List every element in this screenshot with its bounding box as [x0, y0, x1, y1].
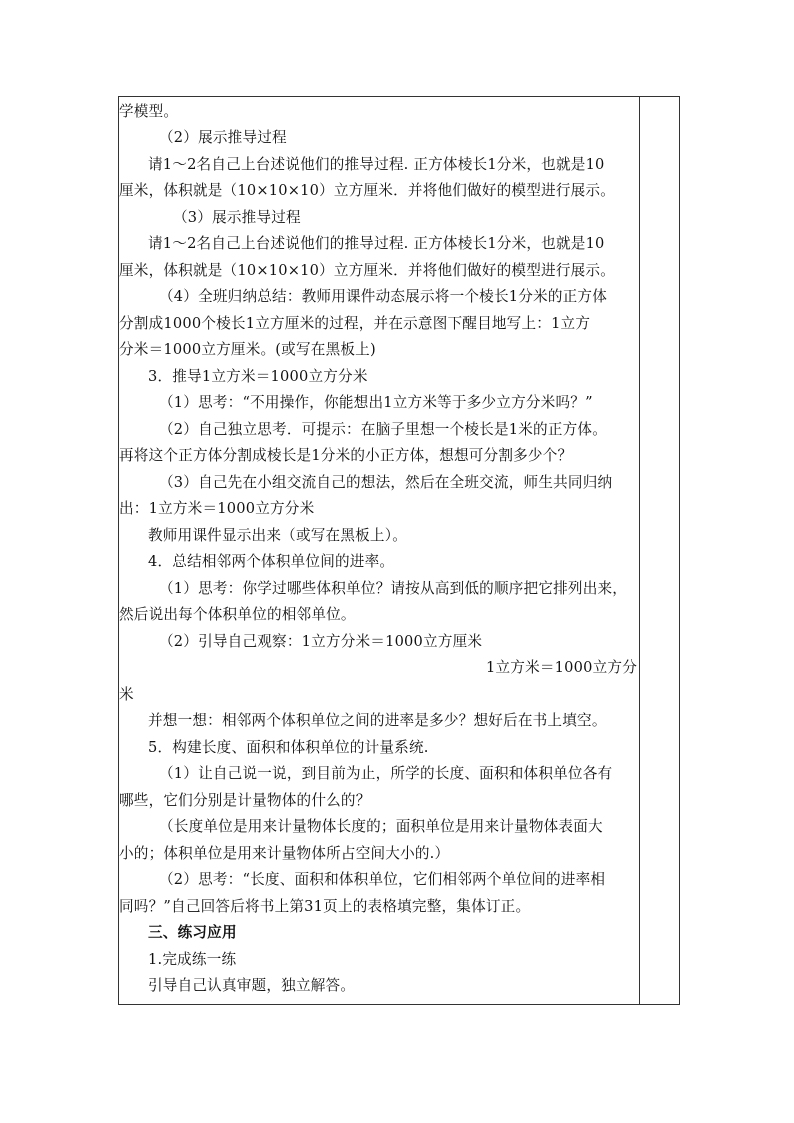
text-line: （1）思考：你学过哪些体积单位？请按从高到低的顺序把它排列出来，: [159, 580, 628, 597]
text-line: 引导自己认真审题，独立解答。: [148, 977, 356, 994]
text-line: 请1～2名自己上台述说他们的推导过程. 正方体棱长1分米，也就是10: [148, 156, 605, 173]
text-line: （2）展示推导过程: [159, 129, 287, 146]
text-line: 同吗？”自己回答后将书上第31页上的表格填完整，集体订正。: [119, 898, 531, 915]
text-line: 1立方米＝1000立方分: [486, 659, 637, 676]
text-line: （2）引导自己观察：1立方分米＝1000立方厘米: [159, 633, 483, 650]
text-line: 请1～2名自己上台述说他们的推导过程. 正方体棱长1分米，也就是10: [148, 235, 605, 252]
text-line: 教师用课件显示出来（或写在黑板上）。: [148, 527, 407, 544]
text-line: 小的；体积单位是用来计量物体所占空间大小的.）: [119, 845, 450, 862]
content-cell: [119, 97, 639, 1004]
text-line: 厘米，体积就是（10×10×10）立方厘米．并将他们做好的模型进行展示。: [119, 262, 615, 279]
text-line: 并想一想：相邻两个体积单位之间的进率是多少？想好后在书上填空。: [148, 712, 607, 729]
text-line: （1）让自己说一说，到目前为止，所学的长度、面积和体积单位各有: [159, 765, 613, 782]
text-line: 1.完成练一练: [148, 951, 237, 968]
text-line: （3）自己先在小组交流自己的想法，然后在全班交流，师生共同归纳: [159, 474, 613, 491]
text-line: （长度单位是用来计量物体长度的；面积单位是用来计量物体表面大: [159, 818, 603, 835]
text-line: 出：1立方米＝1000立方分米: [119, 500, 315, 517]
text-line: 学模型。: [119, 103, 179, 120]
text-line: （1）思考：“不用操作，你能想出1立方米等于多少立方分米吗？”: [159, 394, 593, 411]
text-line: 4．总结相邻两个体积单位间的进率。: [148, 553, 395, 570]
text-line: 米: [119, 686, 134, 703]
text-line: 哪些，它们分别是计量物体的什么的？: [119, 792, 371, 809]
text-line: 分割成1000个棱长1立方厘米的过程，并在示意图下醒目地写上：1立方: [119, 315, 591, 332]
text-line: 然后说出每个体积单位的相邻单位。: [119, 606, 356, 623]
text-line: （3）展示推导过程: [173, 209, 301, 226]
text-line: 分米＝1000立方厘米。(或写在黑板上): [119, 341, 376, 358]
text-line: （2）思考：“长度、面积和体积单位，它们相邻两个单位间的进率相: [159, 871, 606, 888]
section-heading: 三、练习应用: [148, 924, 237, 941]
notes-cell: [640, 97, 680, 1004]
lesson-table: [118, 96, 680, 1005]
text-line: 厘米，体积就是（10×10×10）立方厘米．并将他们做好的模型进行展示。: [119, 182, 615, 199]
text-line: 5．构建长度、面积和体积单位的计量系统.: [148, 739, 429, 756]
text-line: （4）全班归纳总结：教师用课件动态展示将一个棱长1分米的正方体: [159, 288, 607, 305]
text-line: 3．推导1立方米＝1000立方分米: [148, 368, 368, 385]
text-line: （2）自己独立思考．可提示：在脑子里想一个棱长是1米的正方体。: [159, 421, 607, 438]
text-line: 再将这个正方体分割成棱长是1分米的小正方体，想想可分割多少个？: [119, 447, 573, 464]
